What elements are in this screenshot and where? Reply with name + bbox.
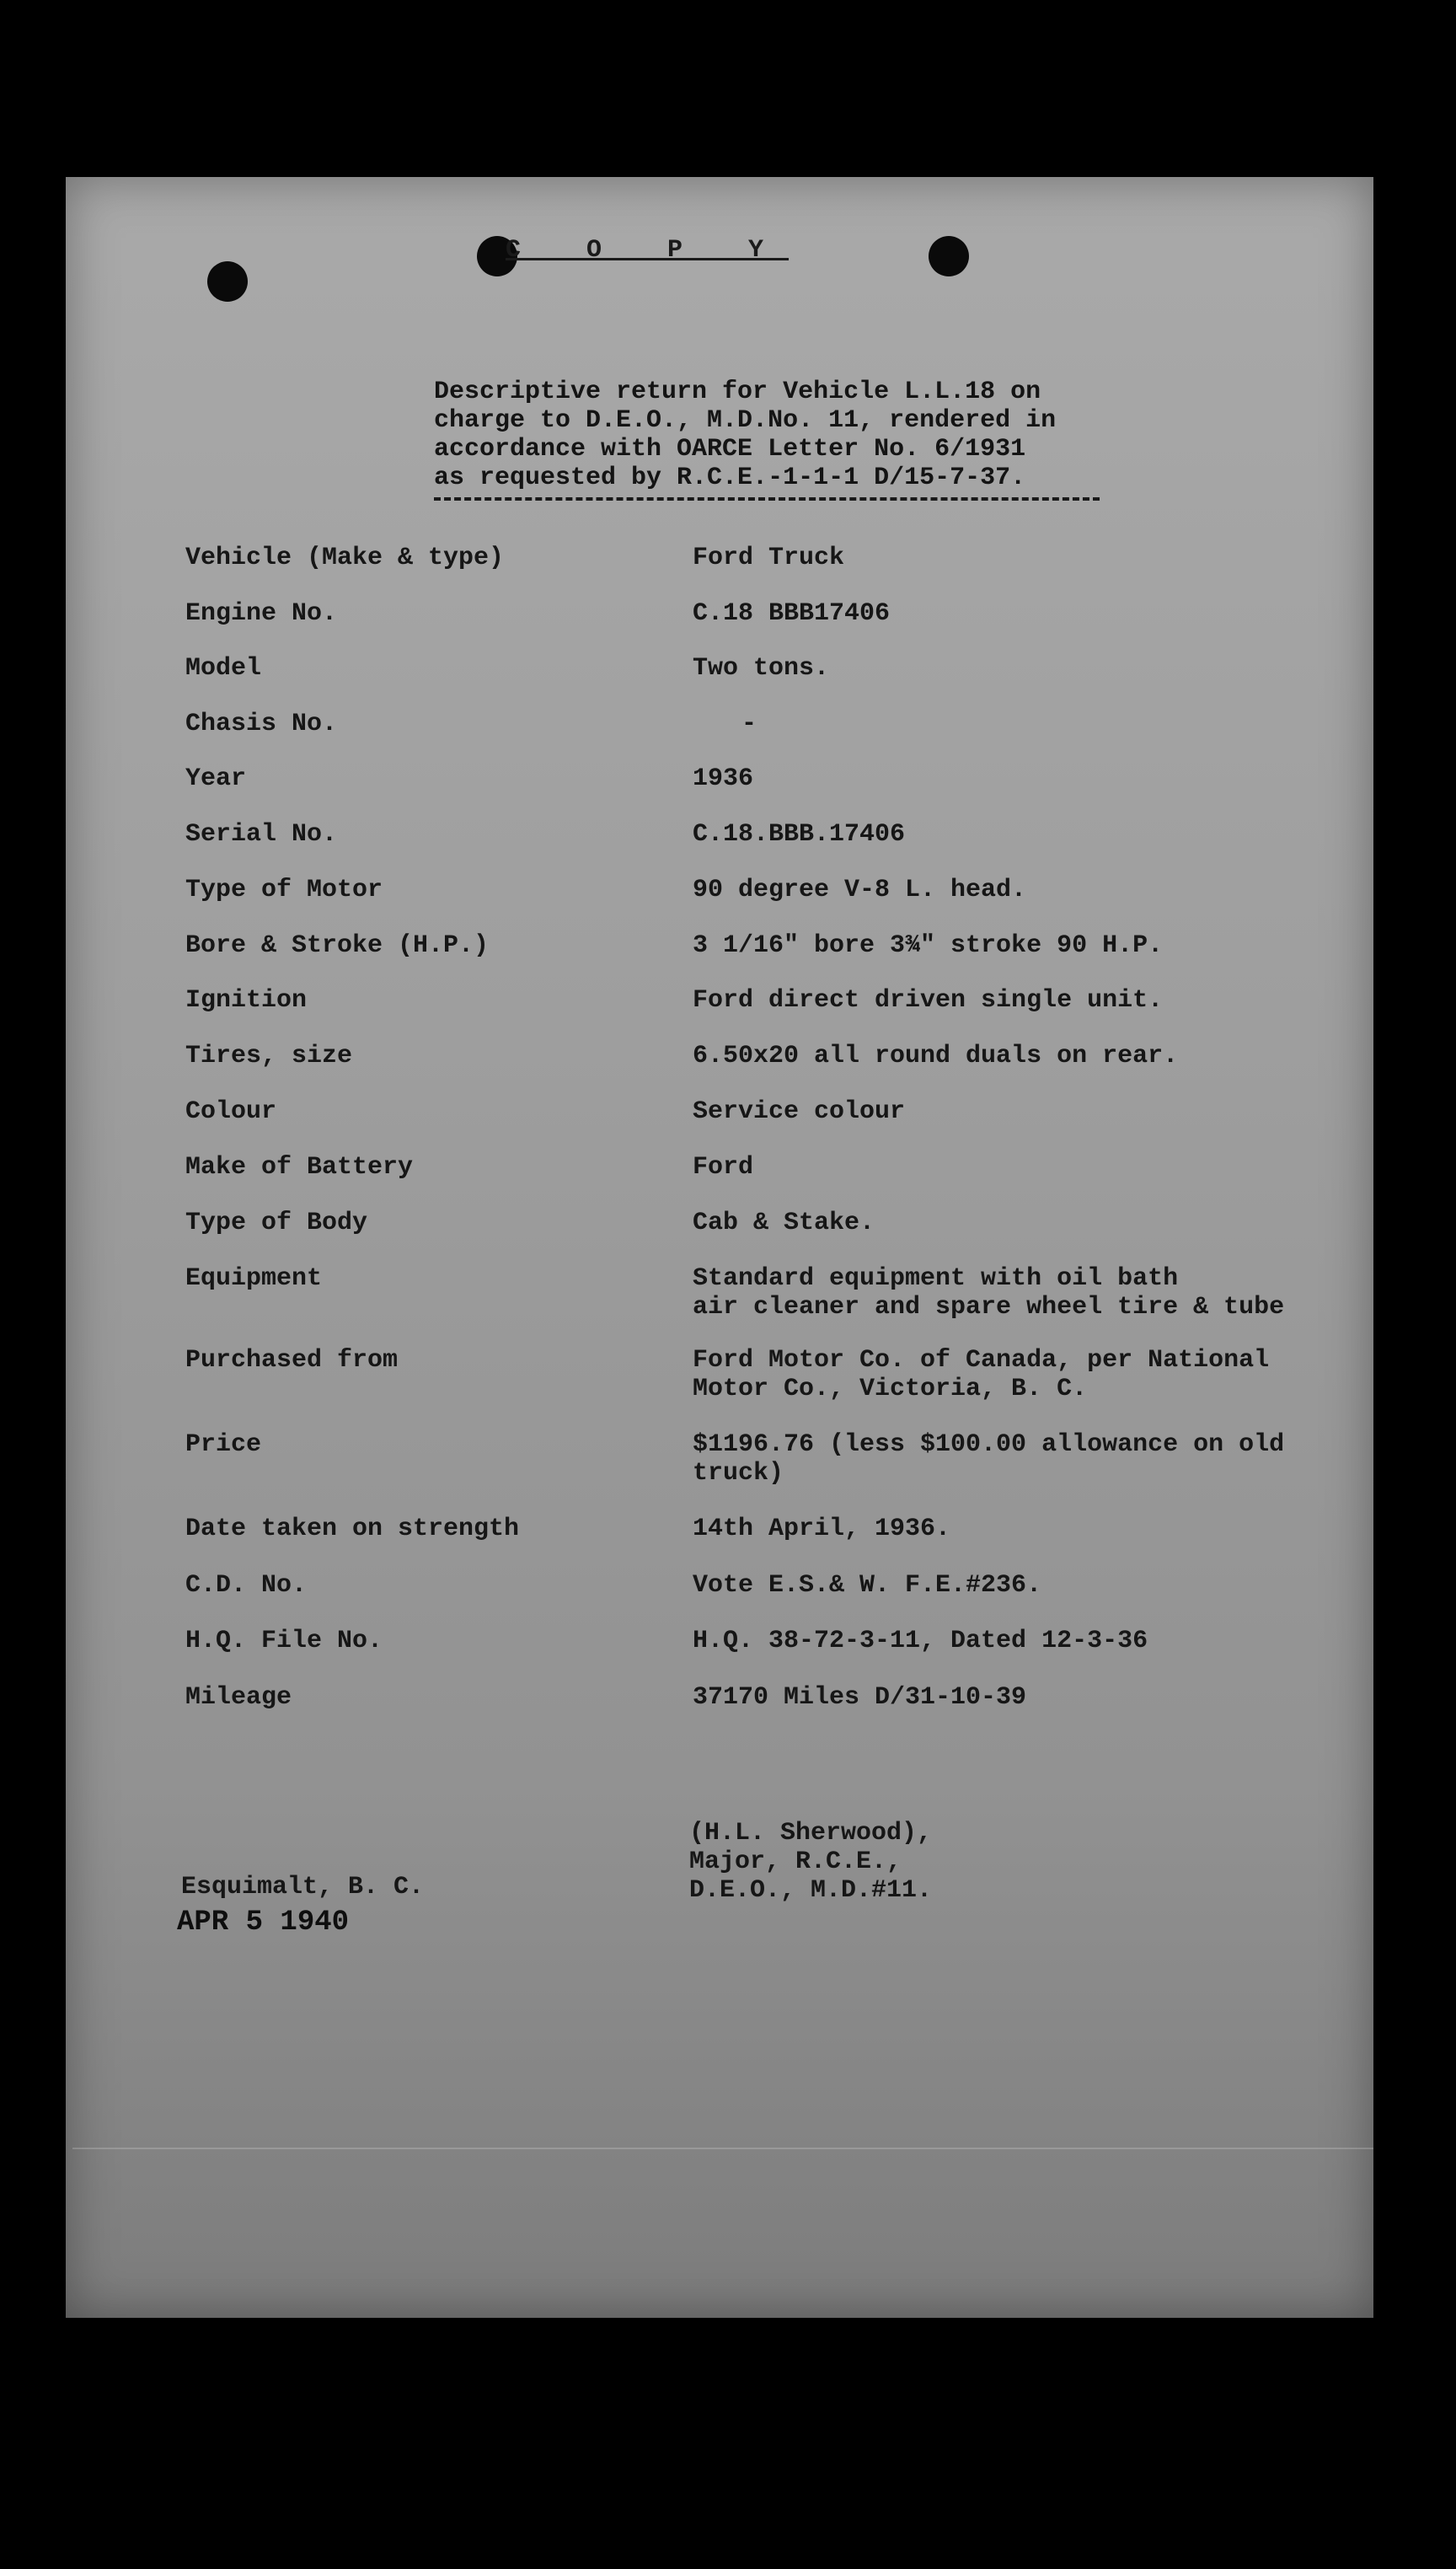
field-label: Mileage (185, 1683, 292, 1712)
fold-line (72, 2148, 1373, 2149)
field-value: - (741, 710, 757, 738)
date-stamp: APR 5 1940 (177, 1907, 350, 1939)
field-value: 90 degree V-8 L. head. (693, 876, 1027, 904)
heading-line: accordance with OARCE Letter No. 6/1931 (434, 435, 1026, 464)
punch-hole-right (929, 236, 969, 276)
place-line: Esquimalt, B. C. (181, 1873, 425, 1901)
field-label: Type of Body (185, 1209, 368, 1237)
field-value: 37170 Miles D/31-10-39 (693, 1683, 1027, 1712)
field-value: 6.50x20 all round duals on rear. (693, 1042, 1179, 1070)
field-label: Serial No. (185, 820, 338, 849)
field-value: $1196.76 (less $100.00 allowance on old truck) (693, 1430, 1285, 1488)
field-label: Vehicle (Make & type) (185, 544, 505, 572)
field-label: Equipment (185, 1264, 323, 1293)
field-value: Two tons. (693, 654, 830, 683)
field-value: Cab & Stake. (693, 1209, 875, 1237)
field-value: 14th April, 1936. (693, 1515, 951, 1543)
field-value: C.18.BBB.17406 (693, 820, 906, 849)
document-heading (434, 378, 1142, 492)
heading-line: Descriptive return for Vehicle L.L.18 on (434, 378, 1041, 406)
field-value: Service colour (693, 1097, 906, 1126)
field-label: Model (185, 654, 262, 683)
field-value: Ford (693, 1153, 754, 1182)
field-value: Ford Motor Co. of Canada, per National Motor Co., Victoria, B. C. (693, 1346, 1270, 1403)
field-label: Chasis No. (185, 710, 338, 738)
field-value: Ford direct driven single unit. (693, 986, 1164, 1015)
punch-hole-left (207, 261, 248, 302)
field-value: Vote E.S.& W. F.E.#236. (693, 1571, 1042, 1600)
signature-block (689, 1819, 932, 1905)
field-label: Type of Motor (185, 876, 383, 904)
signature-office: D.E.O., M.D.#11. (689, 1876, 933, 1905)
field-label: Bore & Stroke (H.P.) (185, 931, 490, 960)
heading-line: charge to D.E.O., M.D.No. 11, rendered in (434, 406, 1057, 435)
field-label: Purchased from (185, 1346, 399, 1375)
field-value: Ford Truck (693, 544, 845, 572)
field-label: H.Q. File No. (185, 1627, 383, 1655)
field-value: 1936 (693, 764, 754, 793)
field-label: Price (185, 1430, 262, 1459)
field-label: C.D. No. (185, 1571, 308, 1600)
field-label: Tires, size (185, 1042, 353, 1070)
field-label: Make of Battery (185, 1153, 414, 1182)
field-value: Standard equipment with oil bath air cleaner and spare wheel tire & tube (693, 1264, 1285, 1322)
field-label: Date taken on strength (185, 1515, 520, 1543)
heading-divider (434, 497, 1100, 501)
signature-rank: Major, R.C.E., (689, 1848, 902, 1876)
heading-line: as requested by R.C.E.-1-1-1 D/15-7-37. (434, 464, 1026, 492)
field-label: Engine No. (185, 599, 338, 628)
field-value: C.18 BBB17406 (693, 599, 891, 628)
field-label: Ignition (185, 986, 308, 1015)
field-value: 3 1/16" bore 3¾" stroke 90 H.P. (693, 931, 1164, 960)
field-label: Year (185, 764, 247, 793)
signature-name: (H.L. Sherwood), (689, 1819, 933, 1848)
field-label: Colour (185, 1097, 277, 1126)
field-value: H.Q. 38-72-3-11, Dated 12-3-36 (693, 1627, 1148, 1655)
copy-mark: C O P Y (506, 236, 790, 265)
